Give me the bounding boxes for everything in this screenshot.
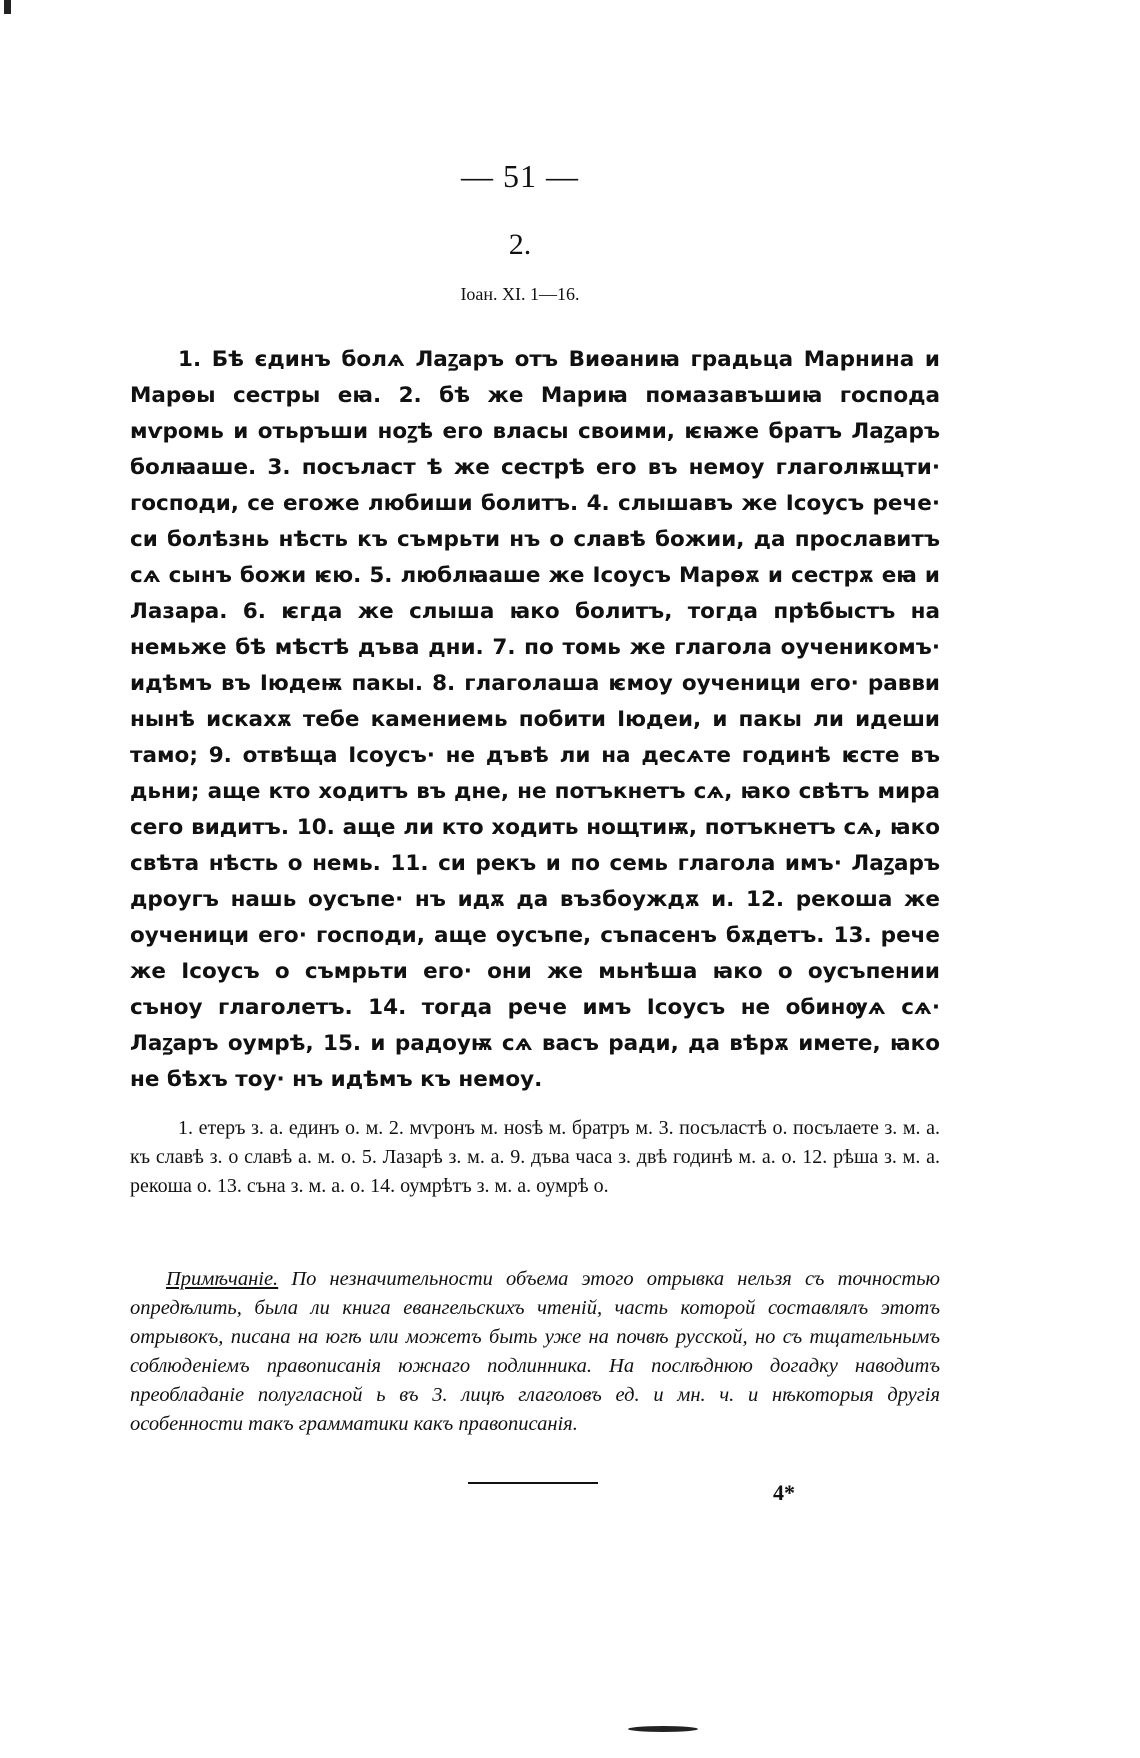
bottom-mark bbox=[628, 1726, 698, 1732]
main-text: 1. Бѣ єдинъ болѧ Лаꙁаръ отъ Виѳаниꙗ градьца Марнина и Марѳы сестры еꙗ. 2. бѣ же Мариꙗ помазавъшиꙗ господа мѵромь и отьръши ноꙁѣ его власы своими, ѥꙗже братъ Лаꙁаръ болꙗаше. 3. посъласт ѣ же сестрѣ его въ немоу глаголѭщти· господи, се егоже любиши болитъ. 4. слышавъ же Ісоусъ рече· си болѣзнь нѣсть къ съмрьти нъ о славѣ божии, да прославитъ сѧ сынъ божи ѥю. 5. люблꙗаше же Ісоусъ Марѳѫ и сестрѫ еꙗ и Лазара. 6. ѥгда же слыша ꙗко болитъ, тогда прѣбыстъ на немьже бѣ мѣстѣ дъва дни. 7. по томь же глагола оученикомъ· идѣмъ въ Іюдеѭ пакы. 8. глаголаша ѥмоу оученици его· равви нынѣ искахѫ тебе камениемь побити Іюдеи, и пакы ли идеши тамо; 9. отвѣща Ісоусъ· не дъвѣ ли на десѧте годинѣ ѥсте въ дьни; аще кто ходитъ въ дне, не потъкнетъ сѧ, ꙗко свѣтъ мира сего видитъ. 10. аще ли кто ходить нощтиѭ, потъкнетъ сѧ, ꙗко свѣта нѣсть о немь. 11. си рекъ и по семь глагола имъ· Лаꙁаръ дроугъ нашь оусъпе· нъ идѫ да възбоуждѫ и. 12. рекоша же оученици его· господи, аще оусъпе, съпасенъ бѫдетъ. 13. рече же Ісоусъ о съмрьти его· они же мьнѣша ꙗко о оусъпении съноу глаголетъ. 14. тогда рече имъ Ісоусъ не обинѹѧ сѧ· Лаꙁаръ оумрѣ, 15. и радоуѭ сѧ васъ ради, да вѣрѫ имете, ꙗко не бѣхъ тоу· нъ идѣмъ къ немоу. bbox=[130, 347, 940, 1092]
note-text: По незначительности объема этого отрывка нельзя съ точностью опредѣлить, была ли книга евангельскихъ чтеній, часть которой составлялъ этотъ отрывокъ, писана на югѣ или можетъ быть уже на почвѣ русской, но съ тщательнымъ соблюденіемъ правописанія южнаго подлинника. На послѣднюю догадку наводитъ преобладаніе полугласной ь въ 3. лицѣ глаголовъ ед. и мн. ч. и нѣкоторыя другія особенности такъ грамматики какъ правописанія. bbox=[130, 1268, 940, 1435]
separator-line bbox=[468, 1482, 598, 1484]
variant-readings: 1. етеръ з. а. единъ о. м. 2. мѵронъ м. ноѕѣ м. братръ м. 3. посъластѣ о. посълаете з. м. а. къ славѣ з. о славѣ а. м. о. 5. Лазарѣ з. м. а. 9. дъва часа з. двѣ годинѣ м. а. о. 12. рѣша з. м. а. рекоша о. 13. съна з. м. а. о. 14. оумрѣтъ з. м. а. оумрѣ о. bbox=[130, 1117, 940, 1197]
scripture-reference: Іоан. XI. 1—16. bbox=[460, 284, 580, 304]
signature-mark: 4* bbox=[773, 1480, 795, 1505]
note-label: Примѣчаніе. bbox=[166, 1268, 279, 1290]
edge-mark bbox=[4, 0, 11, 14]
editorial-note bbox=[130, 1265, 940, 1439]
section-number: 2. bbox=[508, 228, 532, 261]
page-number: — 51 — bbox=[461, 158, 579, 194]
